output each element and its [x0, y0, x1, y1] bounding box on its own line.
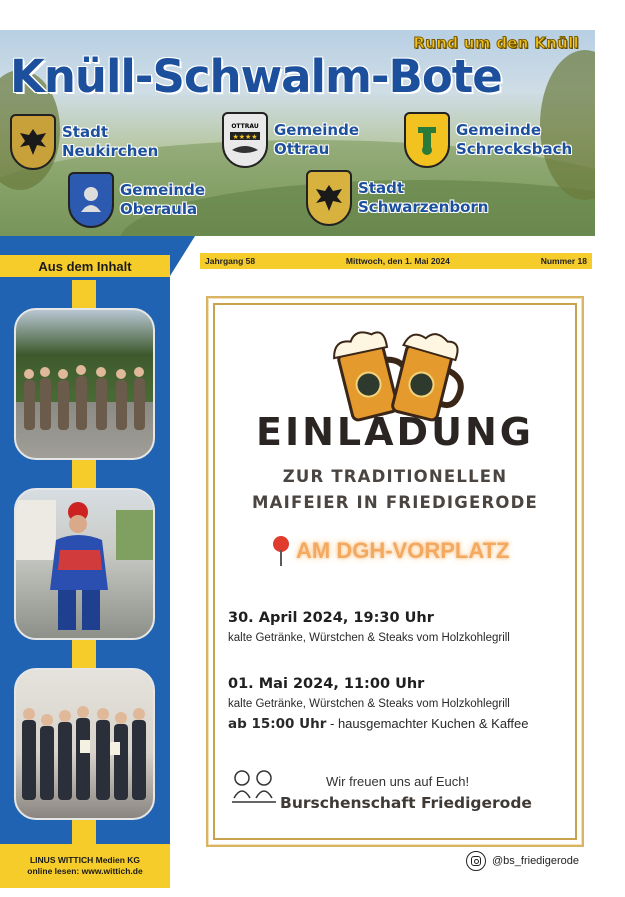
volume-number: Jahrgang 58 [205, 256, 256, 266]
event2-description: kalte Getränke, Würstchen & Steaks vom Holzkohlegrill [228, 698, 510, 710]
location-label [270, 536, 509, 566]
town-schrecksbach [404, 112, 572, 168]
instagram-handle[interactable] [466, 851, 579, 871]
newspaper-title: Knüll-Schwalm-Bote [10, 50, 502, 103]
schwarzenborn-crest-icon [306, 170, 352, 226]
ottrau-crest-icon [222, 112, 268, 168]
crest-label: OTTRAU [231, 122, 259, 130]
map-pin-icon [270, 536, 292, 566]
town-label: Gemeinde [456, 121, 542, 139]
connector-stripe [72, 458, 96, 492]
cyclist-photo[interactable] [14, 488, 155, 640]
schrecksbach-crest-icon [404, 112, 450, 168]
town-label: Stadt [62, 123, 109, 141]
svg-text:★★★★: ★★★★ [232, 132, 258, 141]
town-label: Neukirchen [62, 142, 159, 160]
publisher-name: LINUS WITTICH Medien KG [29, 855, 141, 865]
connector-stripe [72, 280, 96, 310]
town-schwarzenborn [306, 170, 488, 226]
town-label: Oberaula [120, 200, 198, 218]
subtitle-line: MAIFEIER IN FRIEDIGERODE [252, 493, 538, 512]
closing-line: Wir freuen uns auf Euch! [326, 774, 470, 789]
oberaula-crest-icon [68, 172, 114, 228]
event1-description: kalte Getränke, Würstchen & Steaks vom Holzkohlegrill [228, 632, 510, 644]
masthead [0, 30, 595, 236]
location-text: AM DGH-VORPLATZ [296, 538, 510, 563]
event2-extra-description: - hausgemachter Kuchen & Kaffee [326, 716, 529, 731]
instagram-handle-text[interactable]: @bs_friedigerode [492, 855, 579, 867]
town-label: Ottrau [274, 140, 330, 158]
eagle-crest-icon [10, 114, 56, 170]
event1-date: 30. April 2024, 19:30 Uhr [228, 610, 434, 626]
group-photo-certificates[interactable] [14, 668, 155, 820]
toc-title: Aus dem Inhalt [0, 255, 170, 277]
invitation-flyer [206, 296, 584, 847]
invitation-subtitle [208, 464, 582, 516]
invitation-title: EINLADUNG [256, 410, 534, 454]
instagram-icon [466, 851, 486, 871]
sidebar [0, 236, 170, 897]
issue-date: Mittwoch, den 1. Mai 2024 [345, 256, 450, 266]
publisher-box [0, 844, 170, 888]
town-label: Gemeinde [274, 121, 360, 139]
town-ottrau [222, 112, 359, 168]
event2-extra [228, 716, 529, 732]
town-neukirchen [10, 114, 158, 170]
club-name: Burschenschaft Friedigerode [280, 794, 532, 812]
town-label: Stadt [358, 179, 405, 197]
tagline: Rund um den Knüll [413, 34, 579, 52]
club-logo-icon [228, 764, 280, 806]
town-label: Schrecksbach [456, 140, 573, 158]
connector-stripe [72, 638, 96, 672]
issue-info-bar [200, 253, 592, 269]
town-label: Schwarzenborn [358, 198, 489, 216]
beer-mugs-icon [320, 318, 470, 423]
group-photo-hedge[interactable] [14, 308, 155, 460]
subtitle-line: ZUR TRADITIONELLEN [282, 467, 508, 486]
event2-date: 01. Mai 2024, 11:00 Uhr [228, 676, 425, 692]
event2-extra-time: ab 15:00 Uhr [228, 716, 327, 732]
town-label: Gemeinde [120, 181, 206, 199]
issue-number: Nummer 18 [540, 256, 587, 266]
publisher-website[interactable]: online lesen: www.wittich.de [27, 866, 143, 876]
town-oberaula [68, 172, 205, 228]
